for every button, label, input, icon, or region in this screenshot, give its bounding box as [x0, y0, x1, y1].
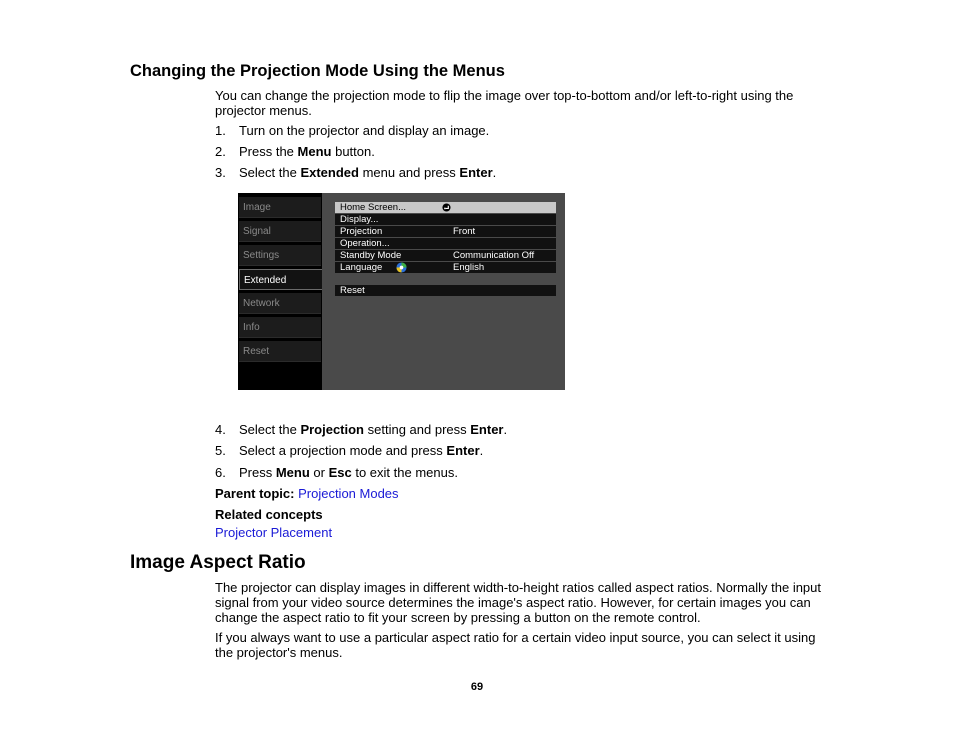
step-number: 1.	[215, 123, 226, 138]
menu-row-label: Operation...	[340, 238, 390, 249]
step-text: .	[479, 443, 484, 458]
menu-tab-settings[interactable]: Settings	[239, 245, 321, 266]
intro-paragraph: You can change the projection mode to flip the image over top-to-bottom and/or left-to-right using the projector menus.	[215, 88, 794, 118]
related-concepts-item	[215, 525, 332, 540]
aspect-paragraph-1: The projector can display images in different width-to-height ratios called aspect ratios. Normally the input signal from your video source determines the image's aspect ratio. However, for certain images you can change the aspect ratio to fit your screen by pressing a button on the remote control.	[215, 580, 822, 625]
menu-row-operation[interactable]	[335, 238, 556, 249]
globe-icon	[396, 262, 407, 276]
step-text: button.	[331, 144, 375, 159]
step-number: 2.	[215, 144, 226, 159]
step-keyword: Menu	[297, 144, 332, 159]
menu-tab-network[interactable]: Network	[239, 293, 321, 314]
menu-row-value: Communication Off	[453, 250, 535, 261]
projector-menu-screenshot	[238, 193, 565, 390]
parent-topic-label: Parent topic:	[215, 486, 295, 501]
step-text: to exit the menus.	[351, 465, 458, 480]
menu-row-display[interactable]	[335, 214, 556, 225]
menu-tab-reset[interactable]: Reset	[239, 341, 321, 362]
menu-row-projection[interactable]	[335, 226, 556, 237]
step-text: Turn on the projector and display an image.	[239, 123, 490, 138]
step-text: Select the	[239, 165, 301, 180]
menu-row-value: English	[453, 262, 485, 273]
step-keyword: Enter	[459, 165, 493, 180]
related-concepts-label: Related concepts	[215, 507, 323, 522]
step-text: setting and press	[364, 422, 471, 437]
menu-row-language[interactable]	[335, 262, 556, 273]
menu-row-label: Home Screen...	[340, 202, 406, 213]
step-text: .	[492, 165, 497, 180]
step-keyword: Extended	[300, 165, 359, 180]
step-text: Select the	[239, 422, 301, 437]
step-text: .	[503, 422, 508, 437]
step-keyword: Enter	[470, 422, 504, 437]
step-item	[215, 465, 458, 480]
menu-tab-image[interactable]: Image	[239, 197, 321, 218]
step-number: 6.	[215, 465, 226, 480]
page-number: 69	[470, 681, 484, 693]
menu-row-label: Standby Mode	[340, 250, 402, 261]
step-text: Press the	[239, 144, 298, 159]
step-keyword: Esc	[328, 465, 352, 480]
step-keyword: Projection	[300, 422, 365, 437]
step-keyword: Menu	[275, 465, 310, 480]
step-number: 5.	[215, 443, 226, 458]
step-text: Select a projection mode and press	[239, 443, 447, 458]
related-link[interactable]: Projector Placement	[215, 525, 333, 540]
parent-topic-link[interactable]: Projection Modes	[298, 486, 399, 501]
step-number: 3.	[215, 165, 226, 180]
step-item	[215, 422, 507, 437]
step-number: 4.	[215, 422, 226, 437]
menu-reset-row[interactable]: Reset	[335, 285, 556, 296]
menu-tab-info[interactable]: Info	[239, 317, 321, 338]
step-text: or	[309, 465, 329, 480]
step-item	[215, 123, 489, 138]
parent-topic	[215, 486, 399, 501]
section-heading-aspect-ratio: Image Aspect Ratio	[130, 552, 306, 573]
step-text: menu and press	[358, 165, 460, 180]
menu-panel	[322, 193, 565, 390]
menu-row-value: Front	[453, 226, 476, 237]
section-heading: Changing the Projection Mode Using the Menus	[130, 62, 505, 80]
menu-tab-extended[interactable]: Extended	[239, 269, 328, 290]
step-item	[215, 144, 375, 159]
menu-row-label: Projection	[340, 226, 383, 237]
aspect-paragraph-2: If you always want to use a particular aspect ratio for a certain video input source, you can select it using the projector's menus.	[215, 630, 816, 660]
step-text: Press	[239, 465, 276, 480]
menu-row-standby-mode[interactable]	[335, 250, 556, 261]
step-keyword: Enter	[446, 443, 480, 458]
step-item	[215, 443, 483, 458]
menu-tab-signal[interactable]: Signal	[239, 221, 321, 242]
menu-row-label: Display...	[340, 214, 379, 225]
step-item	[215, 165, 496, 180]
menu-row-label: Language	[340, 262, 383, 273]
menu-row-home-screen[interactable]	[335, 202, 556, 213]
